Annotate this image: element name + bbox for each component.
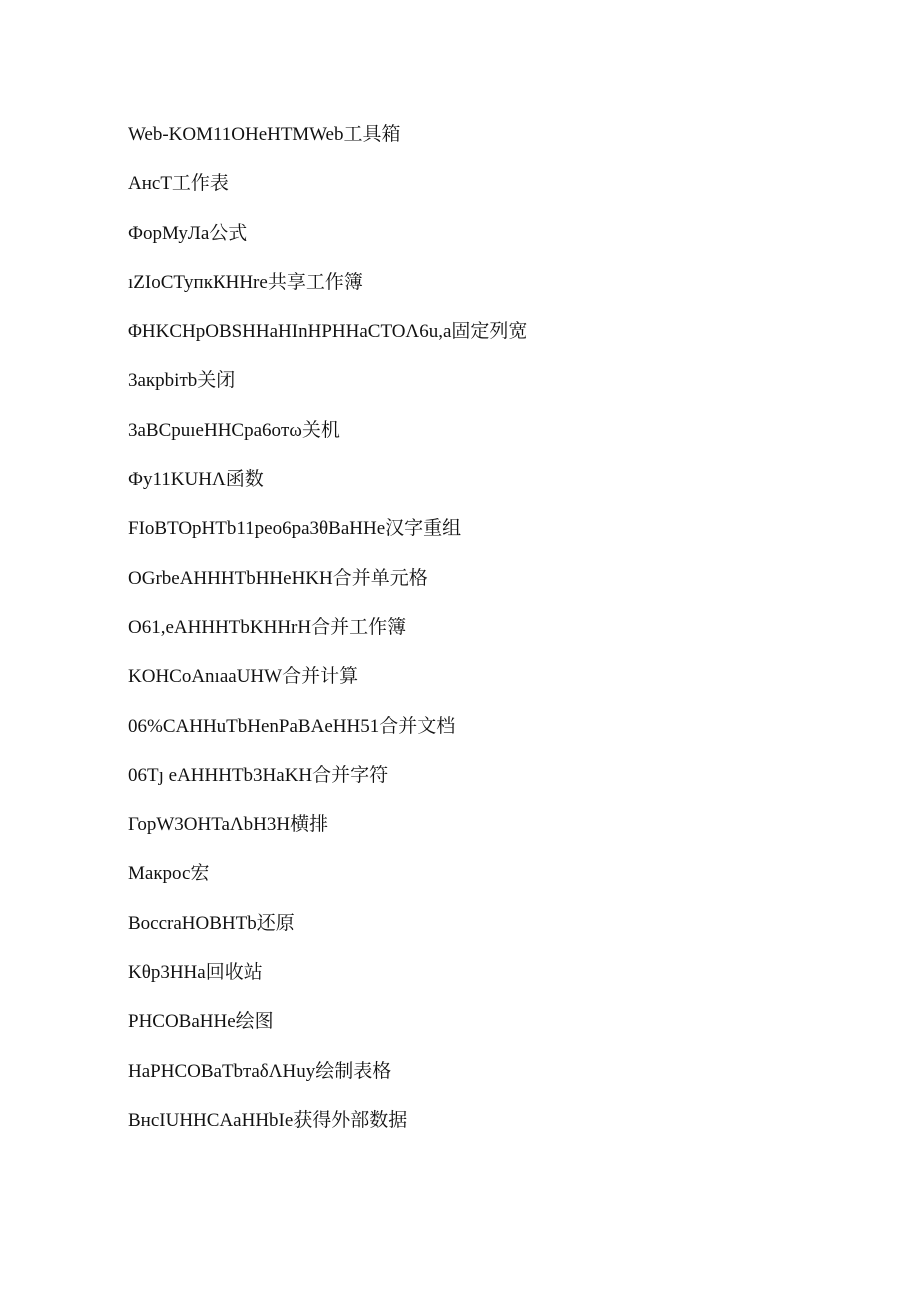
term-entry: ГорW3OHTaΛbH3H横排 xyxy=(128,814,329,836)
term-entry: 3aBCpuıeHHCpa6oтω关机 xyxy=(128,419,340,441)
term-entry: KOHCoAnıaaUHW合并计算 xyxy=(128,666,359,688)
term-entry: 06Tȷ eAHHHTb3HaKH合并字符 xyxy=(128,764,389,786)
term-entry: BoccraHOBHTb还原 xyxy=(128,912,295,934)
term-entry: 06%CAHHuTbHenPaBAeHH51合并文档 xyxy=(128,715,456,737)
term-entry: Web-KOM11ОНеНТМWeb工具箱 xyxy=(128,124,401,145)
term-entry: BнсIUHHCAaHHbIe获得外部数据 xyxy=(128,1109,408,1131)
term-entry: АнсТ工作表 xyxy=(128,173,229,195)
term-entry: Фу11KUHΛ函数 xyxy=(128,469,264,491)
term-entry: ФорМуЛа公式 xyxy=(128,222,248,244)
term-entry: ΦHKCHpOBSHHaHInHPHHaCTOΛ6u,a固定列宽 xyxy=(128,321,528,343)
term-entry: FIoBTOpHTb11peo6pa3θBaHHe汉字重组 xyxy=(128,518,462,540)
term-entry: O61,eAHHHTbKHHrH合并工作簿 xyxy=(128,616,407,638)
term-entry: Макрос宏 xyxy=(128,863,210,885)
term-entry: Kθp3HHa回收站 xyxy=(128,962,263,984)
term-entry: OGrbeAHHHTbHHeHKH合并单元格 xyxy=(128,567,428,589)
term-list xyxy=(128,122,888,1157)
term-entry: 3акpbiтb关闭 xyxy=(128,370,236,392)
term-entry: ıZIoCТупкКННrе共享工作簿 xyxy=(128,271,363,293)
term-entry: HaPHCOBaTbтaδΛHuy绘制表格 xyxy=(128,1060,392,1082)
term-entry: PHCOBaHHe绘图 xyxy=(128,1011,274,1033)
